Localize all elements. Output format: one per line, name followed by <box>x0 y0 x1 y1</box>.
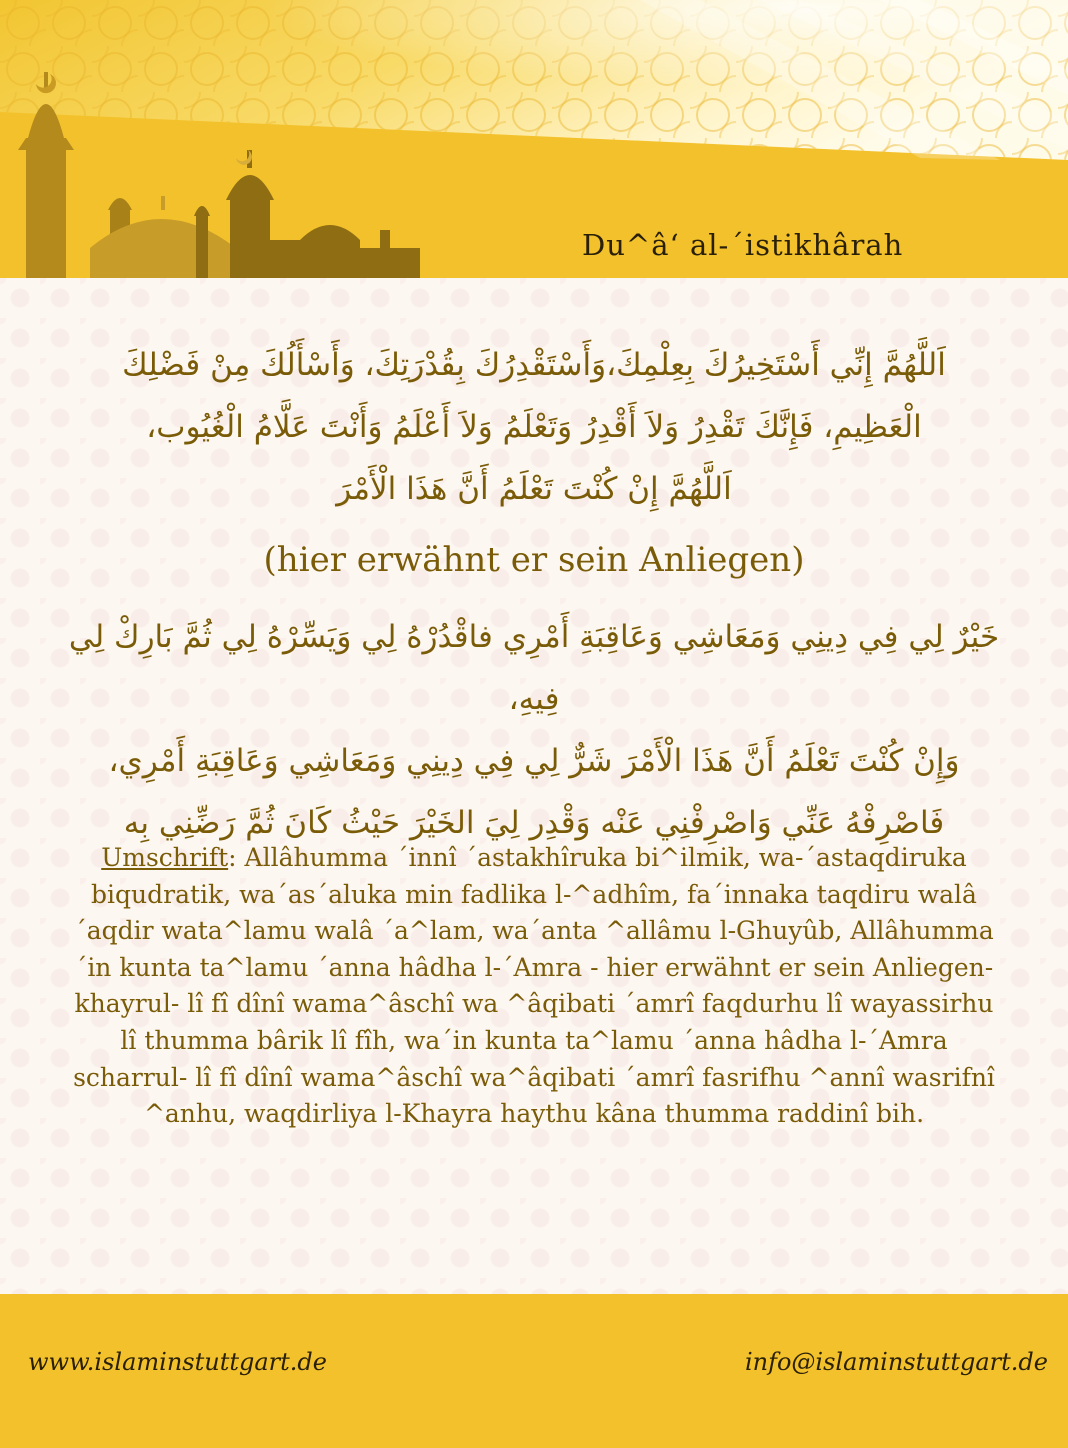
header-banner <box>0 0 1068 278</box>
arabic-line: وَإِنْ كُنْتَ تَعْلَمُ أَنَّ هَذَا الْأَمْرَ شَرٌّ لِي فِي دِينِي وَمَعَاشِي وَعَاقِبَةِ أَمْرِي، <box>108 743 960 779</box>
arabic-line: اَللَّهُمَّ إِنِّي أَسْتَخِيرُكَ بِعِلْمِكَ،وَأَسْتَقْدِرُكَ بِقُدْرَتِكَ، وَأَسْأَلُكَ مِنْ فَضْلِكَ <box>122 347 946 383</box>
arabic-line: فَاصْرِفْهُ عَنِّي وَاصْرِفْنِي عَنْه وَقْدِر لِيَ الخَيْرَ حَيْثُ كَانَ ثُمَّ رَضِّنِي بِه <box>123 805 945 841</box>
transliteration-label: Umschrift <box>101 843 229 872</box>
email-link[interactable]: info@islaminstuttgart.de <box>744 1348 1048 1376</box>
transliteration-paragraph <box>70 840 998 1133</box>
arabic-dua-part-1 <box>40 334 1028 520</box>
arabic-line: الْعَظِيمِ، فَإِنَّكَ تَقْدِرُ وَلاَ أَقْدِرُ وَتَعْلَمُ وَلاَ أَعْلَمُ وَأَنْتَ عَلَّامُ الْغُيُوب، <box>146 409 922 445</box>
transliteration-text: : Allâhumma ´innî ´astakhîruka bi^ilmik, wa-´astaqdiruka biqudratik, wa´as´aluka min fadlika l-^adhîm, fa´innaka taqdiru walâ ´aqdir wata^lamu walâ ´a^lam, wa´anta ^allâmu l-Ghuyûb, Allâhumma ´in kunta ta^lamu ´anna hâdha l-´Amra - hier erwähnt er sein Anliegen- khayrul- lî fî dînî wama^âschî wa ^âqibati ´amrî faqdurhu lî wayassirhu lî thumma bârik lî fîh, wa´in kunta ta^lamu ´anna hâdha l-´Amra scharrul- lî fî dînî wama^âschî wa^âqibati ´amrî fasrifhu ^annî wasrifnî ^anhu, waqdirliya l-Khayra haythu kâna thumma raddinî bih. <box>73 843 995 1129</box>
arabic-line: خَيْرٌ لِي فِي دِينِي وَمَعَاشِي وَعَاقِبَةِ أَمْرِي فاقْدُرْهُ لِي وَيَسِّرْهُ لِي ثُمَّ بَارِكْ لِي فِيهِ، <box>68 619 1000 717</box>
arabic-line: اَللَّهُمَّ إِنْ كُنْتَ تَعْلَمُ أَنَّ هَذَا الْأَمْرَ <box>336 471 732 507</box>
anliegen-note: (hier erwähnt er sein Anliegen) <box>263 540 805 580</box>
mosque-skyline-illustration <box>0 0 1068 278</box>
website-link[interactable]: www.islaminstuttgart.de <box>28 1348 327 1376</box>
page-title: Du^â‘ al-´istikhârah <box>582 228 904 262</box>
arabic-dua-part-2 <box>40 606 1028 854</box>
